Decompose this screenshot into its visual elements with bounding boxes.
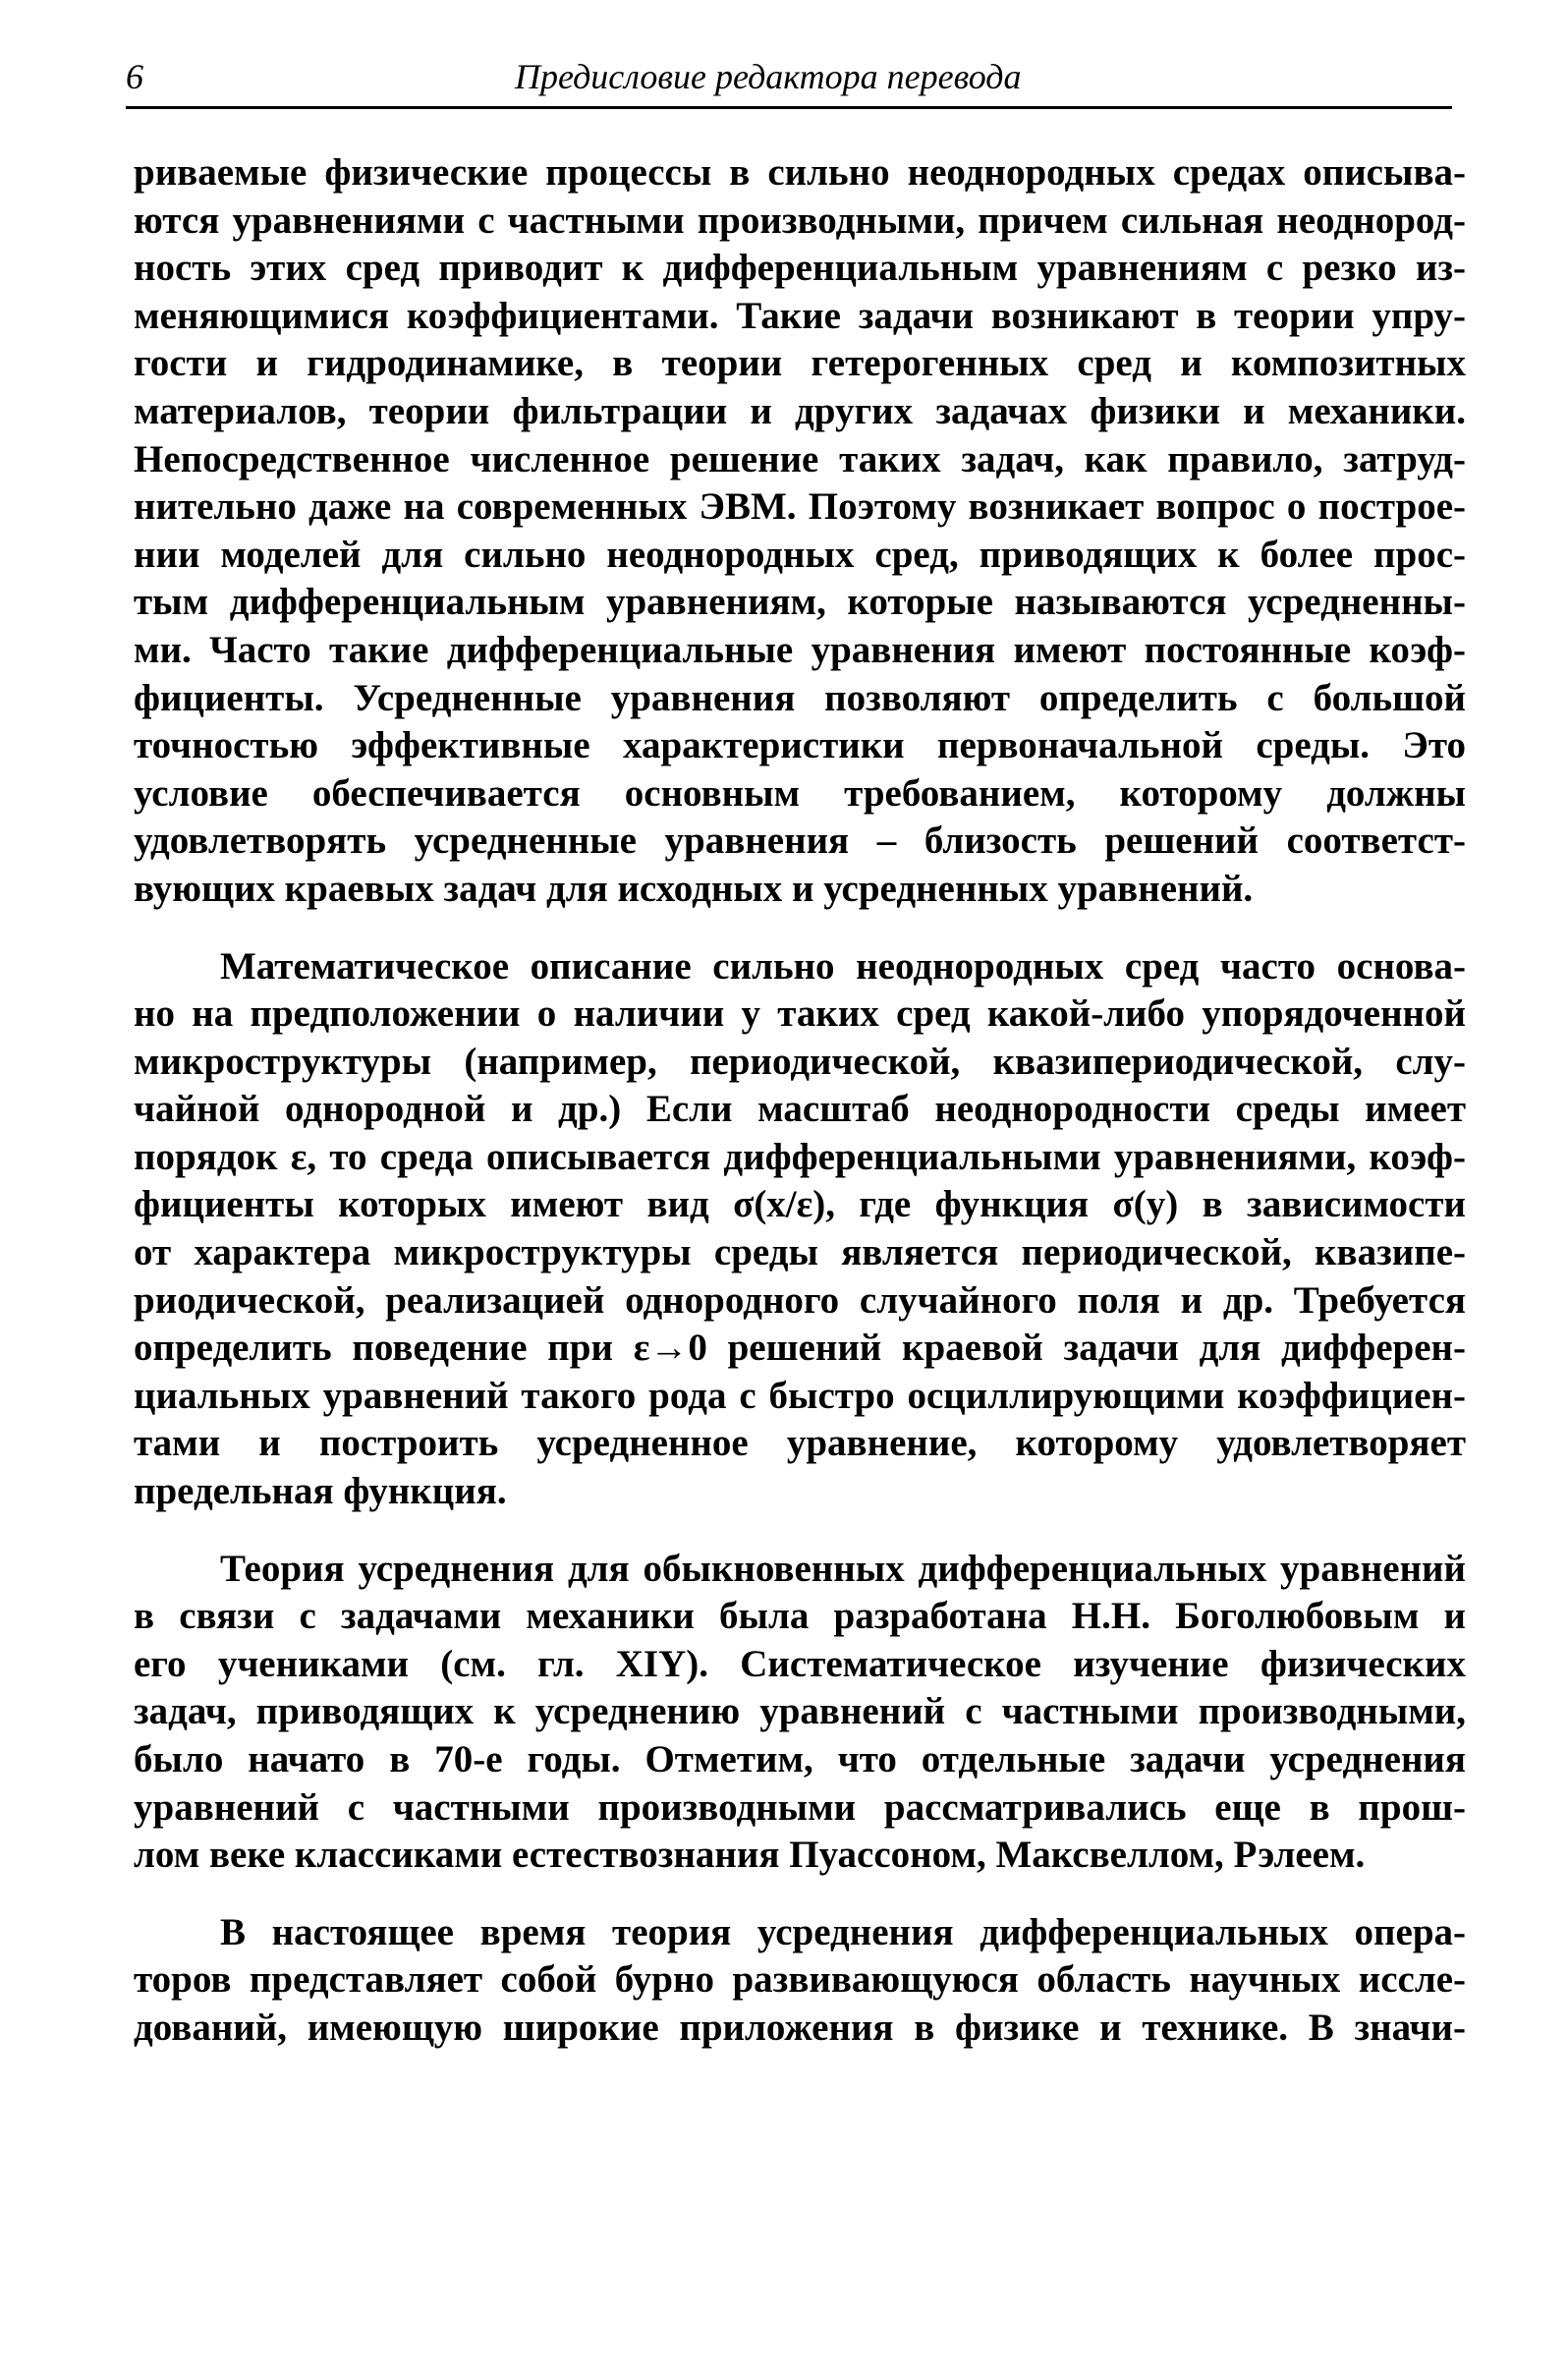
- text-line: циальных уравнений такого рода с быстро осциллирующими коэффициен-: [134, 1374, 1466, 1417]
- text-line: торов представляет собой бурно развивающуюся область научных иссле-: [134, 1958, 1466, 2002]
- text-line: предельная функция.: [134, 1470, 507, 1513]
- running-header: [126, 51, 1452, 109]
- paragraph-1: [134, 149, 1466, 914]
- text-line: его учениками (см. гл. XIY). Систематическое изучение физических: [134, 1642, 1466, 1685]
- text-line: нительно даже на современных ЭВМ. Поэтому возникает вопрос о построе-: [134, 485, 1466, 529]
- text-line: порядок ε, то среда описывается дифференциальными уравнениями, коэф-: [134, 1135, 1466, 1178]
- text-line: микроструктуры (например, периодической, квазипериодической, слу-: [134, 1040, 1466, 1083]
- text-line: ми. Часто такие дифференциальные уравнения имеют постоянные коэф-: [134, 628, 1466, 671]
- text-line: в связи с задачами механики была разработана Н.Н. Боголюбовым и: [134, 1595, 1466, 1638]
- text-line: Теория усреднения для обыкновенных дифференциальных уравнений: [220, 1547, 1466, 1590]
- text-line: тами и построить усредненное уравнение, которому удовлетворяет: [134, 1422, 1466, 1465]
- text-line: материалов, теории фильтрации и других задачах физики и механики.: [134, 389, 1466, 432]
- text-line: от характера микроструктуры среды является периодической, квазипе-: [134, 1231, 1466, 1274]
- text-line: тым дифференциальным уравнениям, которые называются усредненны-: [134, 581, 1466, 624]
- text-line: ются уравнениями с частными производными, причем сильная неоднород-: [134, 198, 1466, 242]
- text-line: лом веке классиками естествознания Пуассоном, Максвеллом, Рэлеем.: [134, 1834, 1366, 1877]
- paragraph-spacer: [134, 1516, 1466, 1546]
- running-title: Предисловие редактора перевода: [515, 57, 1022, 96]
- text-line: ность этих сред приводит к дифференциальным уравнениям с резко из-: [134, 247, 1466, 290]
- text-line: но на предположении о наличии у таких сред какой-либо упорядоченной: [134, 992, 1466, 1036]
- text-line: Математическое описание сильно неоднородных сред часто основа-: [220, 944, 1466, 988]
- paragraph-spacer: [134, 914, 1466, 943]
- text-line: условие обеспечивается основным требованием, которому должны: [134, 771, 1466, 815]
- page-number: 6: [126, 57, 143, 96]
- text-line: удовлетворять усредненные уравнения – близость решений соответст-: [134, 820, 1466, 863]
- text-line: точностью эффективные характеристики первоначальной среды. Это: [134, 724, 1466, 767]
- text-line: Непосредственное численное решение таких задач, как правило, затруд-: [134, 437, 1466, 480]
- text-line: задач, приводящих к усреднению уравнений с частными производными,: [134, 1690, 1466, 1733]
- text-line: чайной однородной и др.) Если масштаб неоднородности среды имеет: [134, 1088, 1466, 1131]
- text-line: определить поведение при ε→0 решений краевой задачи для дифферен-: [134, 1327, 1466, 1370]
- paragraph-spacer: [134, 1880, 1466, 1909]
- text-line: гости и гидродинамике, в теории гетерогенных сред и композитных: [134, 342, 1466, 385]
- text-line: риваемые физические процессы в сильно неоднородных средах описыва-: [134, 151, 1466, 194]
- text-line: уравнений с частными производными рассматривались еще в прош-: [134, 1785, 1466, 1829]
- paragraph-2: [134, 943, 1466, 1516]
- text-line: фициенты. Усредненные уравнения позволяют определить с большой: [134, 676, 1466, 719]
- text-line: риодической, реализацией однородного случайного поля и др. Требуется: [134, 1278, 1466, 1322]
- body-text: [134, 149, 1466, 2053]
- text-line: вующих краевых задач для исходных и усредненных уравнений.: [134, 867, 1254, 910]
- text-line: фициенты которых имеют вид σ(x/ε), где функция σ(y) в зависимости: [134, 1183, 1466, 1226]
- text-line: дований, имеющую широкие приложения в физике и технике. В значи-: [134, 2006, 1466, 2049]
- text-line: меняющимися коэффициентами. Такие задачи возникают в теории упру-: [134, 294, 1466, 337]
- paragraph-3: [134, 1546, 1466, 1880]
- text-line: В настоящее время теория усреднения дифференциальных опера-: [220, 1910, 1466, 1953]
- text-line: нии моделей для сильно неоднородных сред, приводящих к более прос-: [134, 533, 1466, 576]
- text-line: было начато в 70-е годы. Отметим, что отдельные задачи усреднения: [134, 1738, 1466, 1780]
- paragraph-4: [134, 1909, 1466, 2053]
